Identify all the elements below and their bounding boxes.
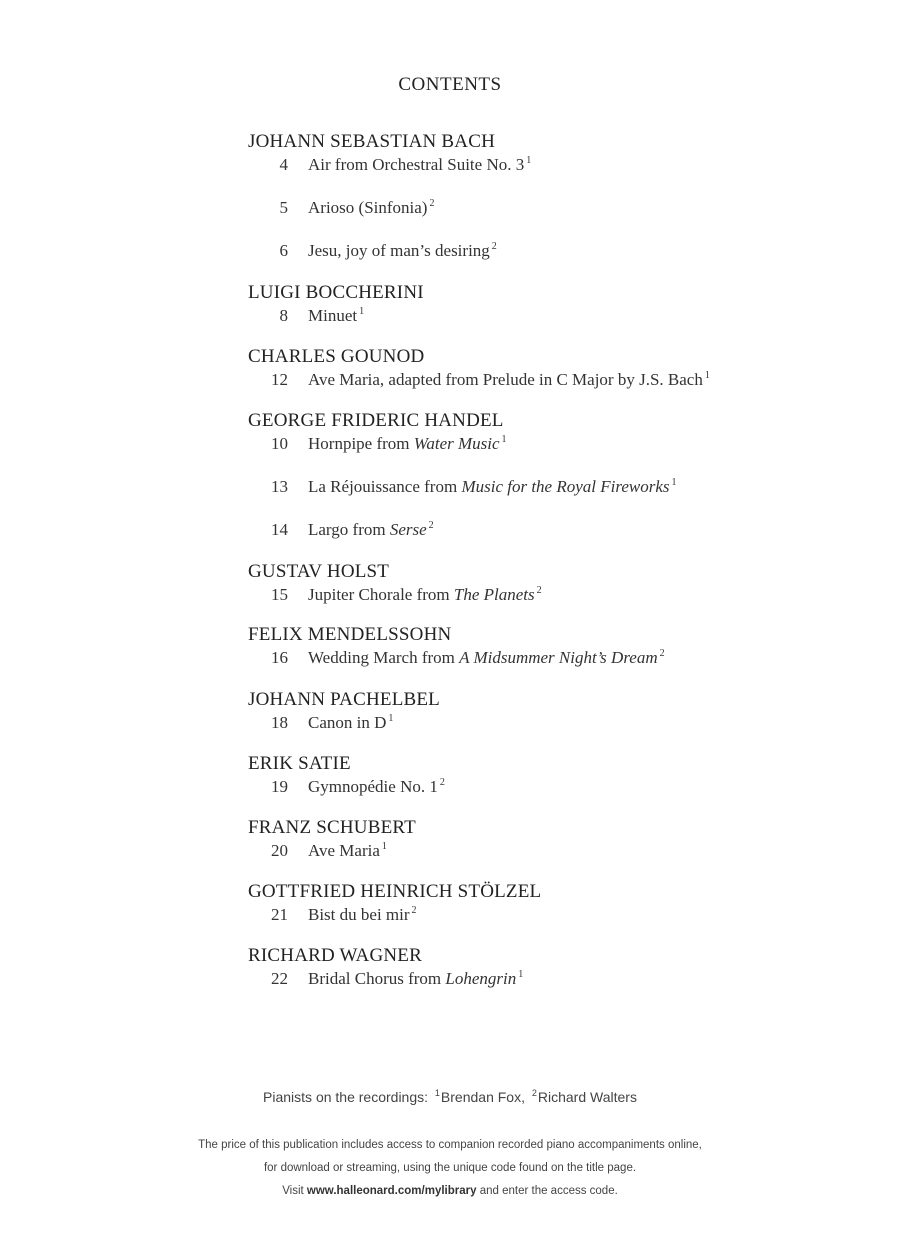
pianist-marker: 1 — [381, 841, 387, 853]
page-number: 14 — [271, 520, 288, 539]
composer-section — [248, 688, 440, 734]
footer-line-3 — [0, 1185, 900, 1197]
composer-name: ERIK SATIE — [248, 753, 351, 774]
composer-name: FRANZ SCHUBERT — [248, 817, 416, 838]
composer-section — [248, 409, 677, 541]
piece-title — [308, 370, 710, 389]
pianist-marker: 1 — [501, 434, 507, 446]
toc-entry[interactable] — [248, 154, 531, 176]
toc-entry[interactable] — [248, 476, 677, 498]
piece-title-text: Air from Orchestral Suite No. 3 — [308, 155, 525, 174]
piece-title-text: Arioso (Sinfonia) — [308, 198, 428, 217]
pianist-marker: 1 — [359, 306, 365, 318]
composer-name: GEORGE FRIDERIC HANDEL — [248, 410, 504, 431]
pianist-marker: 1 — [526, 155, 532, 167]
toc-entry[interactable] — [248, 840, 416, 862]
pianists-label: Pianists on the recordings: — [263, 1089, 429, 1105]
piece-title — [308, 477, 677, 496]
page-number: 13 — [271, 477, 288, 496]
page-number: 12 — [271, 370, 288, 389]
piece-title-text: Canon in D — [308, 713, 387, 732]
piece-title — [308, 306, 364, 325]
pianist-1-marker: 1 — [434, 1088, 440, 1099]
pianist-marker: 1 — [671, 477, 677, 489]
pianist-marker: 2 — [536, 585, 542, 597]
piece-title — [308, 434, 507, 453]
piece-title-text: Ave Maria, adapted from Prelude in C Major by J.S. Bach — [308, 370, 703, 389]
composer-name: JOHANN SEBASTIAN BACH — [248, 131, 495, 152]
page-number: 22 — [271, 969, 288, 988]
pianist-1-name: Brendan Fox, — [440, 1089, 525, 1105]
piece-title — [308, 905, 417, 924]
piece-title — [308, 841, 387, 860]
piece-title-text: La Réjouissance from — [308, 477, 462, 496]
composer-section — [248, 281, 424, 327]
piece-title-text: Bist du bei mir — [308, 905, 410, 924]
piece-title — [308, 777, 445, 796]
composer-section — [248, 560, 542, 606]
footer-line-2: for download or streaming, using the unique code found on the title page. — [263, 1162, 637, 1174]
composer-section — [248, 752, 445, 798]
work-title-italic: Music for the Royal Fireworks — [461, 477, 670, 496]
toc-entry[interactable] — [248, 369, 710, 391]
page-number: 20 — [271, 841, 288, 860]
pianists-credit — [0, 1089, 900, 1105]
pianist-marker: 2 — [659, 648, 665, 660]
pianist-marker: 2 — [428, 520, 434, 532]
toc-entry[interactable] — [248, 647, 665, 669]
work-title-italic: Lohengrin — [445, 969, 517, 988]
piece-title-text: Hornpipe from — [308, 434, 414, 453]
page-number: 10 — [271, 434, 288, 453]
work-title-italic: Serse — [389, 520, 427, 539]
composer-name: LUIGI BOCCHERINI — [248, 282, 424, 303]
toc-entry[interactable] — [248, 712, 440, 734]
composer-name: GOTTFRIED HEINRICH STÖLZEL — [248, 881, 542, 902]
page-number: 5 — [279, 198, 288, 217]
page-title: CONTENTS — [398, 74, 502, 95]
toc-entry[interactable] — [248, 433, 677, 455]
pianist-marker: 1 — [518, 969, 524, 981]
page-number: 6 — [279, 241, 288, 260]
page-number: 18 — [271, 713, 288, 732]
page-number: 15 — [271, 585, 288, 604]
page-number: 4 — [279, 155, 288, 174]
composer-section — [248, 880, 541, 926]
work-title-italic: The Planets — [453, 585, 535, 604]
composer-section — [248, 345, 710, 391]
pianist-marker: 2 — [429, 198, 435, 210]
toc-entry[interactable] — [248, 305, 424, 327]
piece-title — [308, 585, 542, 604]
piece-title-text: Bridal Chorus from — [308, 969, 446, 988]
pianist-2-marker: 2 — [531, 1088, 537, 1099]
piece-title-text: Minuet — [308, 306, 358, 325]
toc-entry[interactable] — [248, 904, 541, 926]
toc-entry[interactable] — [248, 240, 531, 262]
composer-section — [248, 944, 523, 990]
page-number: 21 — [271, 905, 288, 924]
footer-visit-text: Visit — [282, 1185, 304, 1197]
piece-title — [308, 155, 531, 174]
piece-title — [308, 520, 434, 539]
library-url-link[interactable]: www.halleonard.com/mylibrary — [306, 1185, 477, 1197]
toc-entry[interactable] — [248, 197, 531, 219]
page-number: 16 — [271, 648, 288, 667]
toc-entry[interactable] — [248, 776, 445, 798]
piece-title-text: Gymnopédie No. 1 — [308, 777, 438, 796]
piece-title-text: Jupiter Chorale from — [308, 585, 454, 604]
piece-title-text: Wedding March from — [308, 648, 460, 667]
piece-title — [308, 969, 523, 988]
composer-name: GUSTAV HOLST — [248, 561, 390, 582]
piece-title-text: Ave Maria — [308, 841, 380, 860]
piece-title-text: Jesu, joy of man’s desiring — [308, 241, 490, 260]
piece-title-text: Largo from — [308, 520, 390, 539]
pianist-marker: 1 — [704, 370, 710, 382]
composer-name: RICHARD WAGNER — [248, 945, 422, 966]
work-title-italic: Water Music — [413, 434, 500, 453]
pianist-marker: 2 — [411, 905, 417, 917]
pianist-marker: 2 — [491, 241, 497, 253]
composer-name: CHARLES GOUNOD — [248, 346, 425, 367]
piece-title — [308, 648, 665, 667]
footer-access-text: and enter the access code. — [479, 1185, 618, 1197]
piece-title — [308, 713, 393, 732]
toc-entry[interactable] — [248, 584, 542, 606]
piece-title — [308, 241, 497, 260]
composer-section — [248, 816, 416, 862]
composer-section — [248, 130, 531, 262]
footer-line-1: The price of this publication includes access to companion recorded piano accompaniments online, — [198, 1139, 702, 1151]
composer-name: FELIX MENDELSSOHN — [248, 624, 452, 645]
page-number: 8 — [279, 306, 288, 325]
composer-section — [248, 623, 665, 669]
toc-entry[interactable] — [248, 968, 523, 990]
pianist-marker: 2 — [439, 777, 445, 789]
composer-name: JOHANN PACHELBEL — [248, 689, 440, 710]
pianist-2-name: Richard Walters — [537, 1089, 637, 1105]
piece-title — [308, 198, 434, 217]
page-number: 19 — [271, 777, 288, 796]
pianist-marker: 1 — [388, 713, 394, 725]
toc-entry[interactable] — [248, 519, 677, 541]
work-title-italic: A Midsummer Night’s Dream — [459, 648, 658, 667]
